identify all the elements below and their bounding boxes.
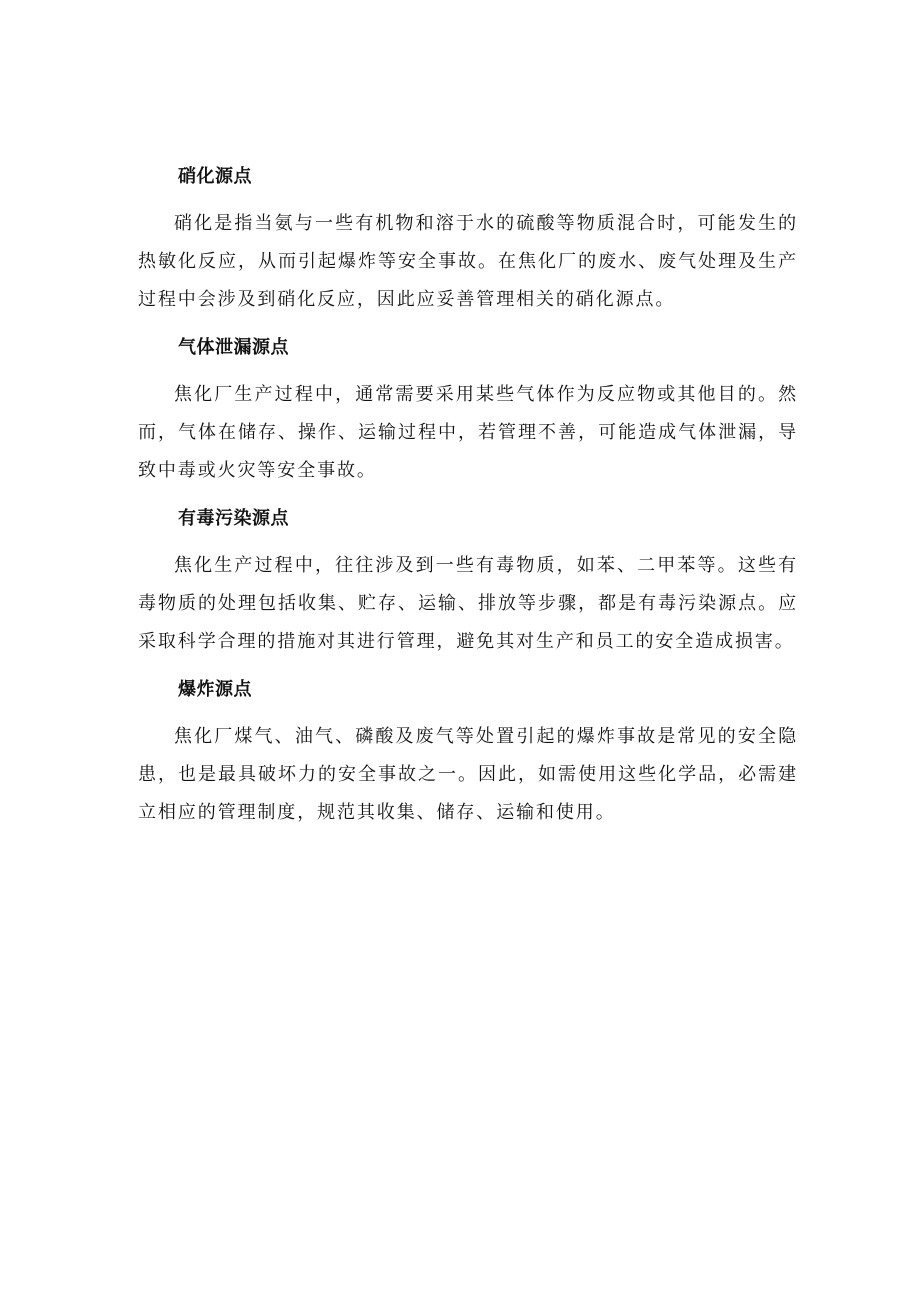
section-heading: 有毒污染源点 bbox=[178, 508, 289, 529]
section-body: 焦化厂生产过程中，通常需要采用某些气体作为反应物或其他目的。然而，气体在储存、操作、运输过程中，若管理不善，可能造成气体泄漏，导致中毒或火灾等安全事故。 bbox=[138, 384, 798, 481]
section-explosion bbox=[138, 671, 798, 832]
section-body: 焦化厂煤气、油气、磷酸及废气等处置引起的爆炸事故是常见的安全隐患，也是最具破坏力的安全事故之一。因此，如需使用这些化学品，必需建立相应的管理制度，规范其收集、储存、运输和使用。 bbox=[138, 726, 798, 823]
document-content bbox=[138, 158, 798, 842]
section-nitration bbox=[138, 158, 798, 319]
section-heading: 气体泄漏源点 bbox=[178, 337, 289, 358]
section-heading: 爆炸源点 bbox=[178, 679, 252, 700]
section-body: 焦化生产过程中，往往涉及到一些有毒物质，如苯、二甲苯等。这些有毒物质的处理包括收集、贮存、运输、排放等步骤，都是有毒污染源点。应采取科学合理的措施对其进行管理，避免其对生产和员工的安全造成损害。 bbox=[138, 555, 798, 652]
section-toxic-pollution bbox=[138, 500, 798, 661]
section-heading: 硝化源点 bbox=[178, 166, 252, 187]
section-gas-leak bbox=[138, 329, 798, 490]
section-body: 硝化是指当氨与一些有机物和溶于水的硫酸等物质混合时，可能发生的热敏化反应，从而引起爆炸等安全事故。在焦化厂的废水、废气处理及生产过程中会涉及到硝化反应，因此应妥善管理相关的硝化源点。 bbox=[138, 213, 798, 310]
